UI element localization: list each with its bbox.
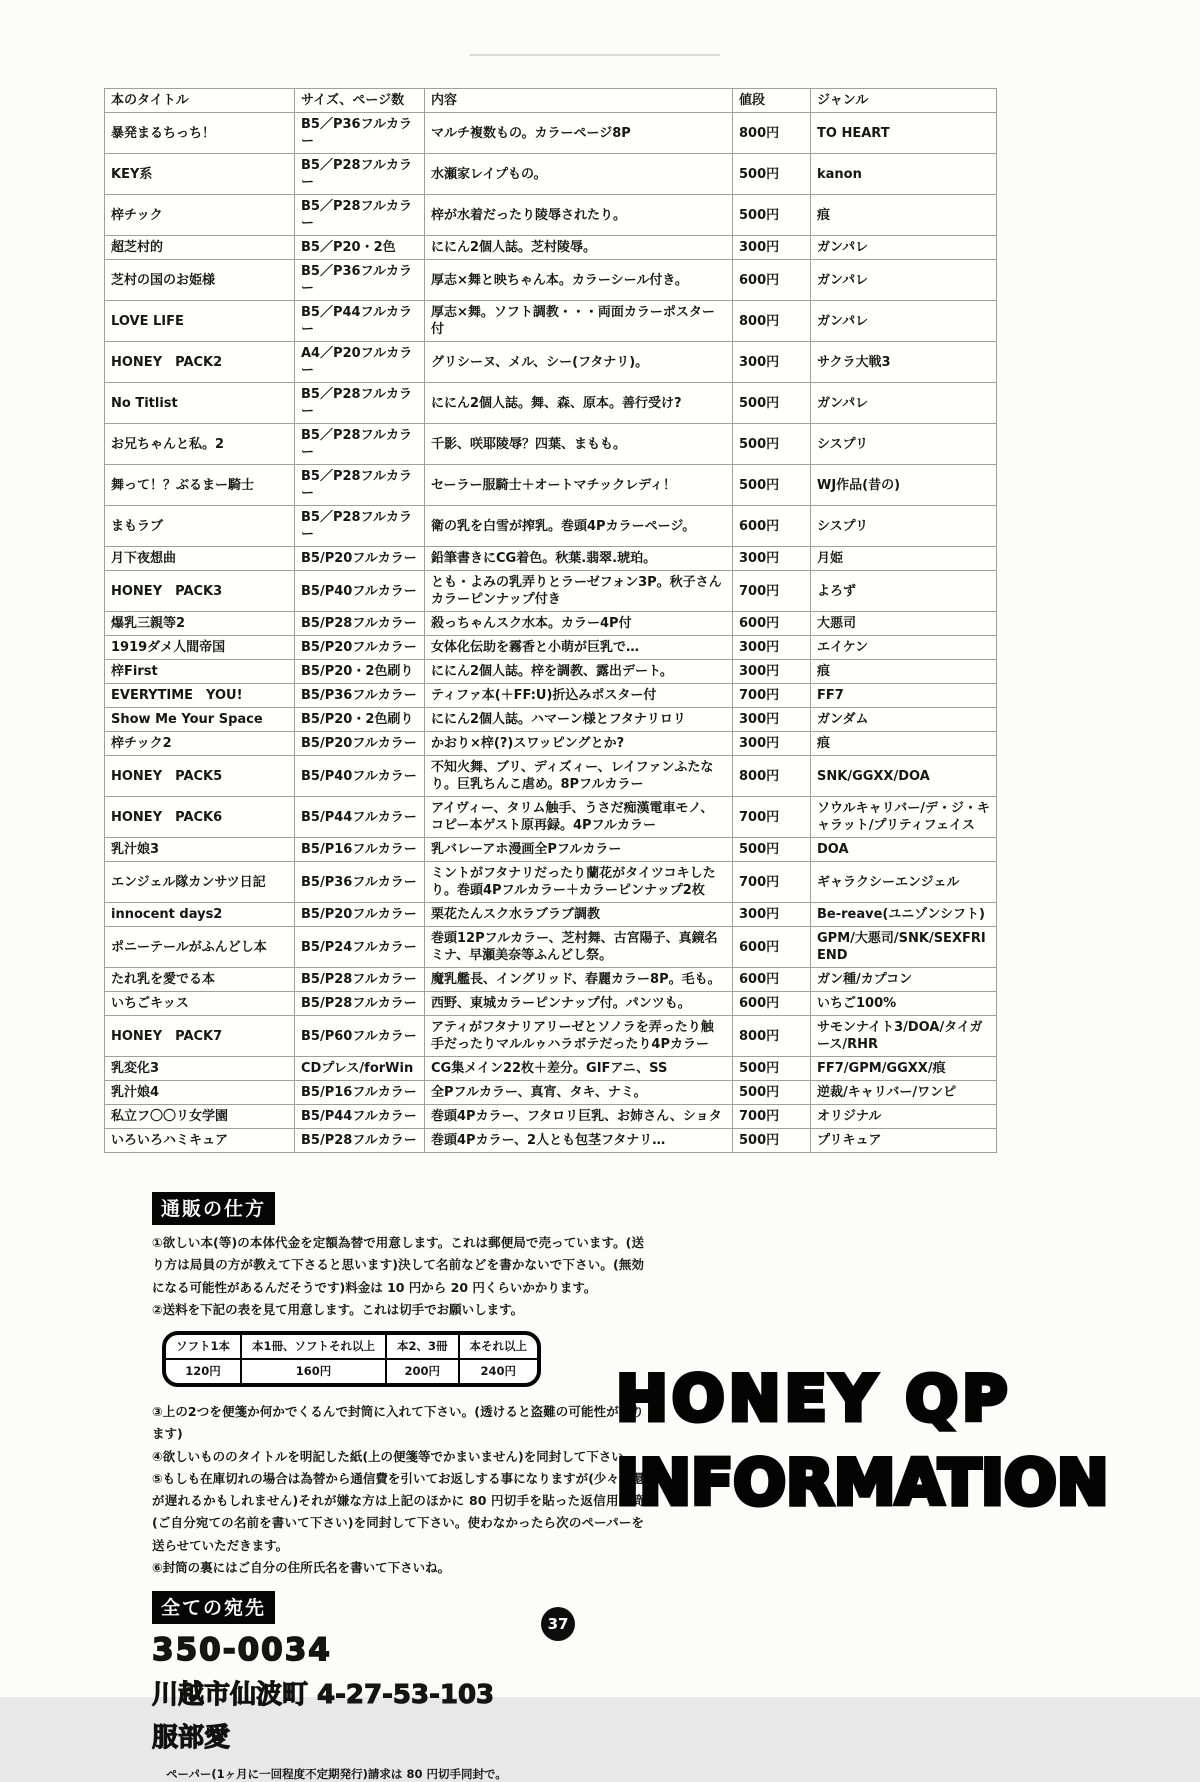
cell-price: 300円 <box>733 708 811 732</box>
cell-price: 500円 <box>733 424 811 465</box>
address-heading: 全ての宛先 <box>152 1591 275 1624</box>
cell-title: 芝村の国のお姫様 <box>105 260 295 301</box>
cell-content: 水瀬家レイプもの。 <box>425 154 733 195</box>
cell-price: 600円 <box>733 506 811 547</box>
cell-title: お兄ちゃんと私。2 <box>105 424 295 465</box>
cell-title: HONEY PACK6 <box>105 797 295 838</box>
cell-title: EVERYTIME YOU! <box>105 684 295 708</box>
shipping-header: 本それ以上 <box>459 1335 538 1359</box>
shipping-header: ソフト1本 <box>166 1335 241 1359</box>
cell-price: 500円 <box>733 383 811 424</box>
cell-genre: オリジナル <box>811 1105 997 1129</box>
cell-genre: ギャラクシーエンジェル <box>811 862 997 903</box>
cell-genre: ガンパレ <box>811 236 997 260</box>
cell-price: 300円 <box>733 732 811 756</box>
table-row <box>105 1081 997 1105</box>
cell-price: 500円 <box>733 195 811 236</box>
cell-title: いちごキッス <box>105 992 295 1016</box>
cell-size: B5/P40フルカラー <box>295 571 425 612</box>
cell-genre: シスプリ <box>811 424 997 465</box>
cell-title: HONEY PACK5 <box>105 756 295 797</box>
cell-title: KEY系 <box>105 154 295 195</box>
cell-price: 500円 <box>733 465 811 506</box>
table-row <box>105 1016 997 1057</box>
cell-content: ティファ本(＋FF:U)折込みポスター付 <box>425 684 733 708</box>
cell-content: ミントがフタナリだったり蘭花がタイツコキしたり。巻頭4Pフルカラー＋カラーピンナップ2枚 <box>425 862 733 903</box>
cell-price: 800円 <box>733 756 811 797</box>
cell-price: 800円 <box>733 301 811 342</box>
cell-content: セーラー服騎士＋オートマチックレディ！ <box>425 465 733 506</box>
cell-title: 梓チック <box>105 195 295 236</box>
page-number-badge <box>541 1607 575 1641</box>
cell-content: とも・よみの乳弄りとラーゼフォン3P。秋子さんカラーピンナップ付き <box>425 571 733 612</box>
column-header: 内容 <box>425 89 733 113</box>
cell-size: B5／P36フルカラー <box>295 260 425 301</box>
table-row <box>105 684 997 708</box>
table-row <box>105 424 997 465</box>
cell-size: B5／P28フルカラー <box>295 195 425 236</box>
cell-content: 魔乳艦長、イングリッド、春麗カラー8P。毛も。 <box>425 968 733 992</box>
table-row <box>105 154 997 195</box>
table-row <box>105 862 997 903</box>
cell-title: 梓チック2 <box>105 732 295 756</box>
cell-title: 乳汁娘3 <box>105 838 295 862</box>
cell-size: B5／P28フルカラー <box>295 383 425 424</box>
cell-price: 500円 <box>733 1057 811 1081</box>
cell-genre: Be-reave(ユニゾンシフト) <box>811 903 997 927</box>
table-row <box>105 732 997 756</box>
cell-content: ににん2個人誌。梓を調教、露出デート。 <box>425 660 733 684</box>
cell-price: 700円 <box>733 571 811 612</box>
cell-genre: ガンパレ <box>811 383 997 424</box>
cell-genre: プリキュア <box>811 1129 997 1153</box>
cell-size: CDプレス/forWin <box>295 1057 425 1081</box>
cell-title: 私立フ〇〇リ女学園 <box>105 1105 295 1129</box>
cell-title: 月下夜想曲 <box>105 547 295 571</box>
cell-size: B5／P28フルカラー <box>295 506 425 547</box>
table-row <box>105 260 997 301</box>
cell-price: 600円 <box>733 968 811 992</box>
shipping-header: 本1冊、ソフトそれ以上 <box>241 1335 386 1359</box>
cell-content: 梓が水着だったり陵辱されたり。 <box>425 195 733 236</box>
cell-price: 500円 <box>733 154 811 195</box>
cell-size: B5／P28フルカラー <box>295 424 425 465</box>
table-row <box>105 465 997 506</box>
cell-genre: SNK/GGXX/DOA <box>811 756 997 797</box>
cell-genre: TO HEART <box>811 113 997 154</box>
cell-size: B5/P28フルカラー <box>295 1129 425 1153</box>
table-row <box>105 612 997 636</box>
cell-price: 600円 <box>733 612 811 636</box>
cell-price: 300円 <box>733 342 811 383</box>
catalog-header-row <box>105 89 997 113</box>
cell-title: たれ乳を愛でる本 <box>105 968 295 992</box>
cell-genre: DOA <box>811 838 997 862</box>
cell-price: 700円 <box>733 797 811 838</box>
cell-genre: kanon <box>811 154 997 195</box>
table-row <box>105 968 997 992</box>
cell-genre: よろず <box>811 571 997 612</box>
cell-content: CG集メイン22枚＋差分。GIFアニ、SS <box>425 1057 733 1081</box>
cell-genre: WJ作品(昔の) <box>811 465 997 506</box>
cell-genre: ソウルキャリバー/デ・ジ・キャラット/プリティフェイス <box>811 797 997 838</box>
cell-content: 鉛筆書きにCG着色。秋葉.翡翠.琥珀。 <box>425 547 733 571</box>
column-header: ジャンル <box>811 89 997 113</box>
cell-price: 600円 <box>733 260 811 301</box>
cell-size: B5/P20・2色刷り <box>295 660 425 684</box>
cell-content: ににん2個人誌。芝村陵辱。 <box>425 236 733 260</box>
cell-content: ににん2個人誌。ハマーン様とフタナリロリ <box>425 708 733 732</box>
cell-genre: ガンパレ <box>811 260 997 301</box>
cell-content: 厚志×舞。ソフト調教・・・両面カラーポスター付 <box>425 301 733 342</box>
table-row <box>105 113 997 154</box>
cell-size: B5/P20フルカラー <box>295 636 425 660</box>
cell-content: アティがフタナリアリーゼとソノラを弄ったり触手だったりマルルゥハラボテだったり4Pカラー <box>425 1016 733 1057</box>
cell-content: かおり×梓(?)スワッピングとか? <box>425 732 733 756</box>
cell-genre: 月姫 <box>811 547 997 571</box>
cell-size: B5/P36フルカラー <box>295 862 425 903</box>
table-row <box>105 1057 997 1081</box>
cell-title: 乳汁娘4 <box>105 1081 295 1105</box>
column-header: サイズ、ページ数 <box>295 89 425 113</box>
logo-line-1: HONEY QP <box>616 1362 1012 1435</box>
shipping-fee: 240円 <box>459 1359 538 1383</box>
order-section <box>152 1192 644 1782</box>
cell-genre: ガン種/カプコン <box>811 968 997 992</box>
table-row <box>105 797 997 838</box>
table-row <box>105 195 997 236</box>
cell-content: 千影、咲耶陵辱？四葉、まもも。 <box>425 424 733 465</box>
order-step: ⑤もしも在庫切れの場合は為替から通信費を引いてお返しする事になりますが(少々返還が遅れるかもしれません)それが嫌な方は上記のほかに 80 円切手を貼った返信用封筒(ご自分宛ての名前を書いて下さい)を同封して下さい。使わなかったら次のペーパーを送らせていただきます。 <box>152 1470 644 1553</box>
cell-size: B5/P28フルカラー <box>295 992 425 1016</box>
cell-title: いろいろハミキュア <box>105 1129 295 1153</box>
cell-title: 1919ダメ人間帝国 <box>105 636 295 660</box>
order-step: ②送料を下記の表を見て用意します。これは切手でお願いします。 <box>152 1301 524 1317</box>
cell-size: B5/P44フルカラー <box>295 797 425 838</box>
column-header: 本のタイトル <box>105 89 295 113</box>
paper-request-note: ペーパー(1ヶ月に一回程度不定期発行)請求は 80 円切手同封で。 <box>166 1767 507 1781</box>
column-header: 値段 <box>733 89 811 113</box>
cell-size: B5/P44フルカラー <box>295 1105 425 1129</box>
cell-price: 300円 <box>733 547 811 571</box>
table-row <box>105 708 997 732</box>
logo-line-2: INFORMATION <box>616 1446 1109 1519</box>
cell-content: 殺っちゃんスク水本。カラー4P付 <box>425 612 733 636</box>
cell-size: B5/P24フルカラー <box>295 927 425 968</box>
cell-genre: 大悪司 <box>811 612 997 636</box>
recipient-name: 服部愛 <box>152 1723 231 1753</box>
cell-content: グリシーヌ、メル、シー(フタナリ)。 <box>425 342 733 383</box>
cell-title: 乳変化3 <box>105 1057 295 1081</box>
table-row <box>105 1129 997 1153</box>
cell-price: 800円 <box>733 113 811 154</box>
cell-title: innocent days2 <box>105 903 295 927</box>
cell-title: HONEY PACK7 <box>105 1016 295 1057</box>
cell-content: 巻頭4Pカラー、2人とも包茎フタナリ… <box>425 1129 733 1153</box>
cell-size: B5/P28フルカラー <box>295 968 425 992</box>
cell-size: B5/P16フルカラー <box>295 1081 425 1105</box>
cell-size: B5/P20フルカラー <box>295 732 425 756</box>
page-number: 37 <box>547 1615 569 1633</box>
cell-content: マルチ複数もの。カラーページ8P <box>425 113 733 154</box>
cell-content: 不知火舞、ブリ、ディズィー、レイファンふたなり。巨乳ちんこ虐め。8Pフルカラー <box>425 756 733 797</box>
cell-size: B5／P28フルカラー <box>295 465 425 506</box>
cell-title: 爆乳三親等2 <box>105 612 295 636</box>
cell-size: B5/P36フルカラー <box>295 684 425 708</box>
cell-price: 300円 <box>733 236 811 260</box>
shipping-fee: 120円 <box>166 1359 241 1383</box>
order-step: ①欲しい本(等)の本体代金を定額為替で用意します。これは郵便局で売っています。(送り方は局員の方が教えて下さると思います)決して名前などを書かないで下さい。(無効になる可能性があるんだそうです)料金は 10 円から 20 円くらいかかります。 <box>152 1235 644 1295</box>
order-heading: 通販の仕方 <box>152 1192 275 1225</box>
cell-price: 300円 <box>733 660 811 684</box>
cell-genre: 痕 <box>811 732 997 756</box>
cell-price: 300円 <box>733 903 811 927</box>
order-steps-bottom <box>152 1401 644 1579</box>
table-row <box>105 636 997 660</box>
cell-size: B5／P28フルカラー <box>295 154 425 195</box>
cell-content: 栗花たんスク水ラブラブ調教 <box>425 903 733 927</box>
cell-price: 700円 <box>733 684 811 708</box>
cell-price: 500円 <box>733 1129 811 1153</box>
cell-title: HONEY PACK3 <box>105 571 295 612</box>
cell-price: 600円 <box>733 927 811 968</box>
table-row <box>105 342 997 383</box>
cell-content: 全Pフルカラー、真宵、タキ、ナミ。 <box>425 1081 733 1105</box>
shipping-header: 本2、3冊 <box>386 1335 459 1359</box>
cell-title: ポニーテールがふんどし本 <box>105 927 295 968</box>
cell-title: HONEY PACK2 <box>105 342 295 383</box>
table-row <box>105 383 997 424</box>
cell-size: B5/P20フルカラー <box>295 903 425 927</box>
cell-genre: ガンパレ <box>811 301 997 342</box>
table-row <box>105 571 997 612</box>
cell-title: まもラブ <box>105 506 295 547</box>
cell-size: B5/P40フルカラー <box>295 756 425 797</box>
cell-genre: 痕 <box>811 195 997 236</box>
cell-price: 700円 <box>733 862 811 903</box>
cell-price: 300円 <box>733 636 811 660</box>
order-step: ③上の2つを便箋か何かでくるんで封筒に入れて下さい。(透けると盗難の可能性があります) <box>152 1404 644 1442</box>
cell-price: 500円 <box>733 1081 811 1105</box>
shipping-fee: 160円 <box>241 1359 386 1383</box>
cell-genre: 痕 <box>811 660 997 684</box>
shipping-fee: 200円 <box>386 1359 459 1383</box>
cell-size: B5/P60フルカラー <box>295 1016 425 1057</box>
postal-code: 350-0034 <box>152 1632 332 1668</box>
cell-price: 700円 <box>733 1105 811 1129</box>
cell-content: アイヴィー、タリム触手、うさだ痴漢電車モノ、コピー本ゲスト原再録。4Pフルカラー <box>425 797 733 838</box>
table-row <box>105 927 997 968</box>
cell-content: 女体化伝助を霧香と小萌が巨乳で… <box>425 636 733 660</box>
cell-title: LOVE LIFE <box>105 301 295 342</box>
cell-title: Show Me Your Space <box>105 708 295 732</box>
cell-content: ににん2個人誌。舞、森、原本。善行受け? <box>425 383 733 424</box>
table-row <box>105 301 997 342</box>
cell-price: 600円 <box>733 992 811 1016</box>
table-row <box>105 236 997 260</box>
cell-genre: ガンダム <box>811 708 997 732</box>
cell-title: No Titlist <box>105 383 295 424</box>
cell-size: B5/P16フルカラー <box>295 838 425 862</box>
cell-title: 舞って！？ぶるまー騎士 <box>105 465 295 506</box>
table-row <box>105 506 997 547</box>
shipping-values-row <box>166 1359 537 1383</box>
honey-qp-logo <box>616 1362 1109 1519</box>
cell-price: 800円 <box>733 1016 811 1057</box>
shipping-fee-table-frame <box>162 1331 541 1387</box>
table-row <box>105 992 997 1016</box>
cell-content: 巻頭12Pフルカラー、芝村舞、古宮陽子、真鏡名ミナ、早瀬美奈等ふんどし祭。 <box>425 927 733 968</box>
cell-size: B5／P36フルカラー <box>295 113 425 154</box>
cell-genre: サモンナイト3/DOA/タイガース/RHR <box>811 1016 997 1057</box>
table-row <box>105 547 997 571</box>
shipping-header-row <box>166 1335 537 1359</box>
cell-genre: サクラ大戦3 <box>811 342 997 383</box>
cell-genre: GPM/大悪司/SNK/SEXFRIEND <box>811 927 997 968</box>
table-row <box>105 838 997 862</box>
shipping-fee-table <box>166 1335 537 1383</box>
cell-genre: FF7 <box>811 684 997 708</box>
cell-size: B5／P44フルカラー <box>295 301 425 342</box>
cell-content: 乳バレーアホ漫画全Pフルカラー <box>425 838 733 862</box>
cell-content: 厚志×舞と映ちゃん本。カラーシール付き。 <box>425 260 733 301</box>
cell-genre: FF7/GPM/GGXX/痕 <box>811 1057 997 1081</box>
cell-genre: いちご100% <box>811 992 997 1016</box>
cell-size: A4／P20フルカラー <box>295 342 425 383</box>
cell-content: 西野、東城カラーピンナップ付。パンツも。 <box>425 992 733 1016</box>
address-line: 川越市仙波町 4-27-53-103 <box>152 1680 495 1710</box>
cell-title: 梓First <box>105 660 295 684</box>
order-step: ④欲しいもののタイトルを明記した紙(上の便箋等でかまいません)を同封して下さい。 <box>152 1448 637 1464</box>
catalog-table <box>104 88 997 1153</box>
table-row <box>105 756 997 797</box>
table-row <box>105 660 997 684</box>
table-row <box>105 1105 997 1129</box>
cell-genre: 逆裁/キャリバー/ワンピ <box>811 1081 997 1105</box>
cell-genre: シスプリ <box>811 506 997 547</box>
cell-genre: エイケン <box>811 636 997 660</box>
order-steps-top <box>152 1232 644 1321</box>
cell-size: B5/P20フルカラー <box>295 547 425 571</box>
cell-title: 超芝村的 <box>105 236 295 260</box>
cell-price: 500円 <box>733 838 811 862</box>
scan-artifact-line <box>470 54 720 56</box>
cell-size: B5/P20・2色刷り <box>295 708 425 732</box>
table-row <box>105 903 997 927</box>
cell-title: エンジェル隊カンサツ日記 <box>105 862 295 903</box>
cell-content: 衛の乳を白雪が搾乳。巻頭4Pカラーページ。 <box>425 506 733 547</box>
order-step: ⑥封筒の裏にはご自分の住所氏名を書いて下さいね。 <box>152 1559 451 1575</box>
cell-title: 暴発まるちっち！ <box>105 113 295 154</box>
cell-size: B5/P28フルカラー <box>295 612 425 636</box>
cell-size: B5／P20・2色 <box>295 236 425 260</box>
cell-content: 巻頭4Pカラー、フタロリ巨乳、お姉さん、ショタ <box>425 1105 733 1129</box>
